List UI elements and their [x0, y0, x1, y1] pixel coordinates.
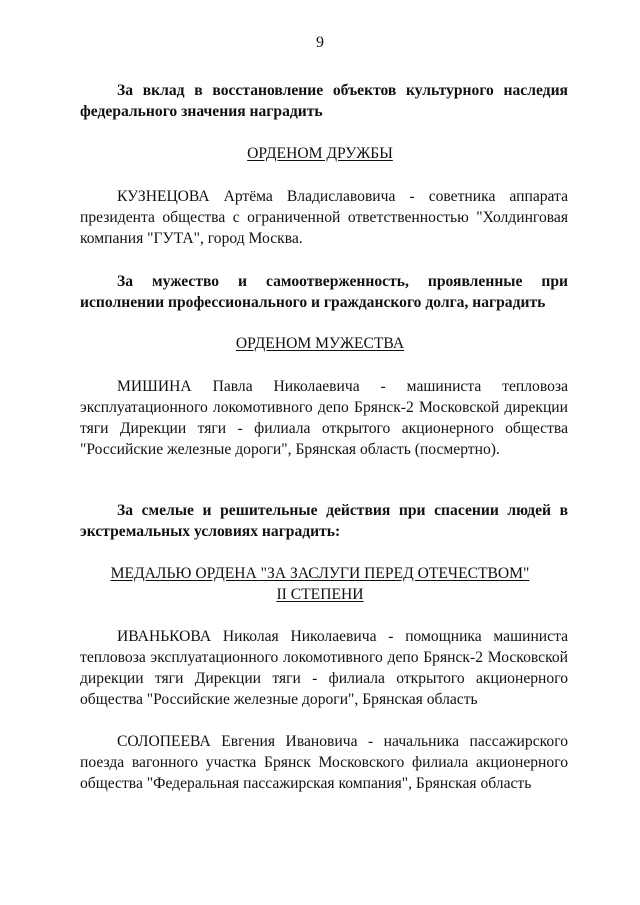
- award-reason-1: За вклад в восстановление объектов культурного наследия федерального значения наградить: [80, 82, 568, 120]
- recipient-kuznetsov: КУЗНЕЦОВА Артёма Владиславовича - советника аппарата президента общества с ограниченной ответственностью "Холдинговая компания "ГУТА", город Москва.: [80, 188, 568, 247]
- award-title-2-text: ОРДЕНОМ МУЖЕСТВА: [235, 335, 405, 352]
- award-title-3-line1: МЕДАЛЬЮ ОРДЕНА "ЗА ЗАСЛУГИ ПЕРЕД ОТЕЧЕСТВОМ": [110, 565, 530, 582]
- award-title-3: [0, 563, 640, 584]
- recipient-mishin: МИШИНА Павла Николаевича - машиниста тепловоза эксплуатационного локомотивного депо Брянск-2 Московской дирекции тяги Дирекции тяги - филиала открытого акционерного общества "Российские железные дороги", Брянская область (посмертно).: [80, 378, 568, 458]
- award-reason-3: За смелые и решительные действия при спасении людей в экстремальных условиях наградить:: [80, 502, 568, 540]
- award-title-1: [0, 143, 640, 164]
- award-title-3-degree: [0, 584, 640, 605]
- award-title-1-text: ОРДЕНОМ ДРУЖБЫ: [247, 145, 393, 162]
- page-number: 9: [316, 34, 324, 51]
- recipient-ivankov: ИВАНЬКОВА Николая Николаевича - помощника машиниста тепловоза эксплуатационного локомотивного депо Брянск-2 Московской дирекции тяги Дирекции тяги - филиала открытого акционерного общества "Российские железные дороги", Брянская область: [80, 628, 568, 708]
- award-title-3-line2: II СТЕПЕНИ: [276, 586, 364, 603]
- award-reason-2: За мужество и самоотверженность, проявленные при исполнении профессионального и гражданского долга, наградить: [80, 273, 568, 311]
- award-title-2: [0, 333, 640, 354]
- recipient-solopeev: СОЛОПЕЕВА Евгения Ивановича - начальника пассажирского поезда вагонного участка Брянск Московского филиала акционерного общества "Федеральная пассажирская компания", Брянская область: [80, 733, 568, 792]
